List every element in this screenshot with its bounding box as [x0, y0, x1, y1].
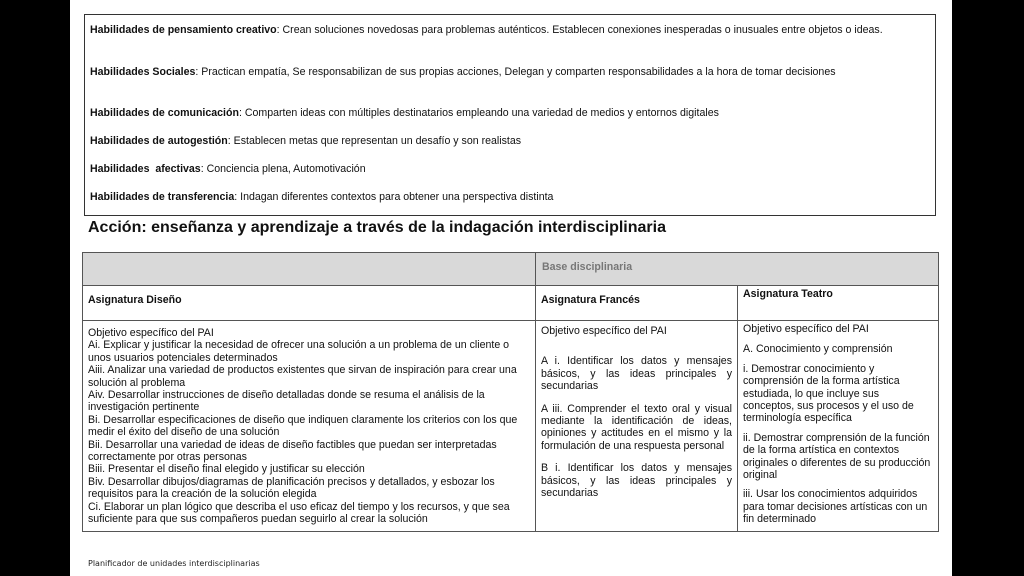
subject-teatro-cell	[738, 286, 939, 321]
frances-objectives-cell	[536, 321, 738, 532]
section-heading: Acción: enseñanza y aprendizaje a través de la indagación interdisciplinaria	[88, 219, 666, 236]
list-item: ii. Demostrar comprensión de la función de la forma artística en contextos originales o diferentes de su producción original	[743, 431, 931, 482]
list-item: B i. Identificar los datos y mensajes básicos, y las ideas principales y secundarias	[541, 462, 732, 500]
list-item: Biv. Desarrollar dibujos/diagramas de planificación precisos y detallados, y esbozar los requisitos para la creación de la solución elegida	[88, 475, 495, 501]
teatro-title: Objetivo específico del PAI	[743, 323, 869, 335]
frances-objectives	[536, 321, 737, 499]
list-item: Ai. Explicar y justificar la necesidad de ofrecer una solución a un problema de un cliente o unos usuarios potenciales determinados	[88, 339, 510, 364]
list-item: Aiii. Analizar una variedad de productos existentes que sirvan de inspiración para crear una solución al problema	[88, 364, 517, 389]
diseno-title: Objetivo específico del PAI	[88, 327, 214, 339]
subject-frances-label: Asignatura Francés	[541, 294, 640, 306]
list-item: Bi. Desarrollar especificaciones de diseño que indiquen claramente los criterios con los que medir el éxito del diseño de una solución	[88, 413, 518, 439]
list-item: i. Demostrar conocimiento y comprensión de la forma artística estudiada, lo que incluye sus conceptos, sus procesos y el uso de terminología específica	[743, 362, 914, 425]
table-header-row	[83, 253, 939, 286]
teatro-subtitle: A. Conocimiento y comprensión	[743, 343, 893, 356]
teatro-objectives-cell	[738, 321, 939, 532]
skill-affective: Habilidades afectivas: Conciencia plena, Automotivación	[90, 163, 366, 175]
page-footer: Planificador de unidades interdisciplinarias	[88, 559, 260, 568]
list-item: Bii. Desarrollar una variedad de ideas de diseño factibles que puedan ser interpretadas correctamente por otras personas	[88, 438, 497, 464]
frances-title: Objetivo específico del PAI	[541, 325, 667, 337]
skill-communication: Habilidades de comunicación: Comparten ideas con múltiples destinatarios empleando una variedad de medios y entornos digitales	[90, 107, 719, 119]
teatro-objectives	[738, 321, 938, 526]
list-item: Ci. Elaborar un plan lógico que describa el uso eficaz del tiempo y los recursos, y que sea suficiente para que sus compañeros puedan seguirlo al crear la solución	[88, 500, 510, 526]
base-disciplinaria-label: Base disciplinaria	[542, 261, 633, 273]
subjects-row	[83, 286, 939, 321]
diseno-objectives	[83, 321, 535, 526]
subject-teatro-label: Asignatura Teatro	[743, 288, 833, 300]
skill-transfer: Habilidades de transferencia: Indagan diferentes contextos para obtener una perspectiva distinta	[90, 191, 554, 203]
diseno-objectives-cell	[83, 321, 536, 532]
skill-social: Habilidades Sociales: Practican empatía, Se responsabilizan de sus propias acciones, Delegan y comparten responsabilidades a la hora de tomar decisiones	[90, 66, 836, 78]
subject-frances-cell	[536, 286, 738, 321]
subject-diseno-cell	[83, 286, 536, 321]
skill-creative-thinking: Habilidades de pensamiento creativo: Crean soluciones novedosas para problemas auténticos. Establecen conexiones inesperadas o inusuales entre objetos o ideas.	[90, 24, 883, 36]
list-item: A i. Identificar los datos y mensajes básicos, y las ideas principales y secundarias	[541, 355, 732, 393]
list-item: Biii. Presentar el diseño final elegido y justificar su elección	[88, 463, 365, 476]
document-page	[70, 0, 952, 576]
subject-diseno-label: Asignatura Diseño	[88, 294, 182, 306]
list-item: Aiv. Desarrollar instrucciones de diseño detalladas donde se resuma el análisis de la investigación pertinente	[88, 389, 485, 414]
skill-self-management: Habilidades de autogestión: Establecen metas que representan un desafío y son realistas	[90, 135, 522, 147]
list-item: iii. Usar los conocimientos adquiridos para tomar decisiones artísticas con un fin determinado	[743, 488, 928, 526]
base-disciplinaria-cell	[536, 253, 939, 286]
skills-box	[84, 14, 936, 216]
objectives-row	[83, 321, 939, 532]
list-item: A iii. Comprender el texto oral y visual mediante la identificación de ideas, opiniones y actitudes en el mismo y la formulación de una respuesta personal	[541, 402, 732, 452]
empty-header-cell	[83, 253, 536, 286]
interdisciplinary-table	[82, 252, 939, 532]
